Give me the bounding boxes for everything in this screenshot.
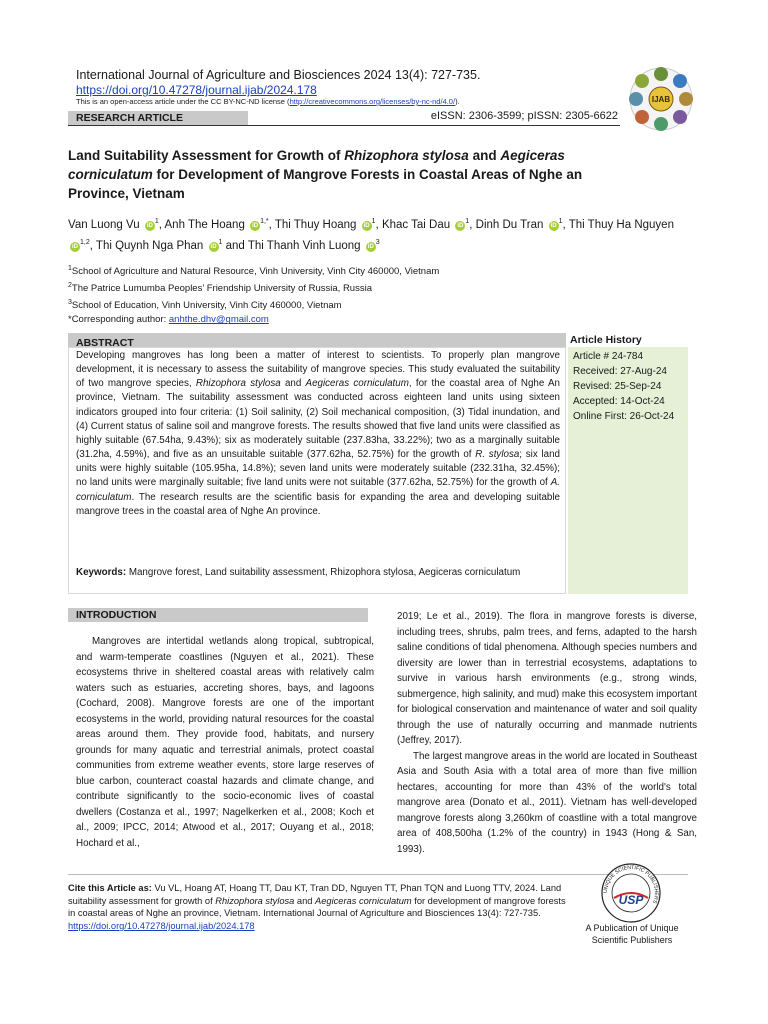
usp-mark: USP <box>618 893 644 907</box>
abstract-heading-bar <box>68 333 566 347</box>
affiliation: $^3$School of Education, Vinh University, Vinh City 460000, Vietnam <box>68 299 342 312</box>
author: Thi Quynh Nga Phan <box>95 240 204 253</box>
introduction-heading: INTRODUCTION <box>76 609 157 621</box>
article-type: RESEARCH ARTICLE <box>76 112 183 124</box>
article-title: Land Suitability Assessment for Growth of Rhizophora stylosa and Aegiceras corniculatum for Development of Mangrove Forests in Coastal Areas of Nghe an Province, Vietnam <box>68 148 583 201</box>
author: Thi Thuy Hoang <box>274 218 357 231</box>
history-item: Revised: 25-Sep-24 <box>573 381 662 392</box>
citation-doi-link[interactable]: https://doi.org/10.47278/journal.ijab/2024.178 <box>68 921 255 932</box>
publisher-credit: A Publication of Unique Scientific Publishers <box>585 923 679 945</box>
logo-tile-icon <box>673 74 687 88</box>
logo-text: IJAB <box>651 95 671 104</box>
doi-link[interactable]: https://doi.org/10.47278/journal.ijab/2024.178 <box>76 83 317 97</box>
orcid-icon[interactable]: iD <box>550 222 557 229</box>
author: Dinh Du Tran <box>475 218 544 231</box>
article-history-heading: Article History <box>570 334 642 346</box>
publisher-logo <box>600 862 662 924</box>
intro-column-right <box>397 609 697 857</box>
logo-tile-icon <box>635 74 649 88</box>
citation-block: Cite this Article as: Vu VL, Hoang AT, Hoang TT, Dau KT, Tran DD, Nguyen TT, Phan TQN and Luong TTV, 2024. Land suitability assessment for growth of Rhizophora stylosa and Aegiceras corniculatum for development of mangrove forests in coastal areas of Nghe an province, Vietnam. International Journal of Agriculture and Biosciences 13(4): 727-735. https://doi.org/10.47278/journal.ijab/2024.178 <box>68 883 566 932</box>
keywords: Keywords: Mangrove forest, Land suitability assessment, Rhizophora stylosa, Aegiceras corniculatum <box>76 567 521 578</box>
orcid-icon[interactable]: iD <box>210 244 217 251</box>
paragraph: 2019; Le et al., 2019). The flora in mangrove forests is diverse, including trees, shrubs, palm trees, and ferns, adapted to the harsh saline conditions of tidal phenomena. Although species numbers and diversity are lower than in terrestrial ecosystems, adaptations to survive in various harsh environments (e.g., strong winds, submergence, high salinity, and mud) make this ecosystem important for biological conservation and maintenance of water and soil quality through the use of naturally occurring and manmade nutrients (Jeffrey, 2017). <box>397 611 697 746</box>
history-item: Article # 24-784 <box>573 351 644 362</box>
journal-logo <box>628 66 694 132</box>
orcid-icon[interactable]: iD <box>367 244 374 251</box>
affiliation: $^2$The Patrice Lumumba Peoples’ Friendship University of Russia, Russia <box>68 282 372 295</box>
author: Khac Tai Dau <box>381 218 451 231</box>
paragraph: Mangroves are intertidal wetlands along tropical, subtropical, and warm-temperate coastlines (Nguyen et al., 2021). These ecosystems thrive in sheltered coastal areas with relatively calm waters such as estuaries, accreting shores, bays, and lagoons (Cochard, 2008). Mangrove forests are one of the important ecosystems in the world, providing natural resources for the coastal areas around them. They provide food, habitats, and nursery grounds for many aquatic and terrestrial animals, protect coastal communities from extreme weather events, store large reserves of blue carbon, counteract coastal hazards and climate change, and contribute significantly to the socio-economic lives of coastal dwellers (Costanza et al., 1997; Nagelkerken et al., 2008; Koch et al., 2009; IPCC, 2014; Atwood et al., 2017; Ouyang et al., 2018; Hochard et al., <box>76 636 374 849</box>
corresponding-email[interactable]: anhthe.dhv@gmail.com <box>168 314 269 326</box>
header-rule <box>68 125 620 126</box>
journal-citation: International Journal of Agriculture and Biosciences 2024 13(4): 727-735. <box>76 68 481 82</box>
author: Thi Thanh Vinh Luong <box>247 240 361 253</box>
orcid-icon[interactable]: iD <box>457 222 464 229</box>
affiliation: $^1$School of Agriculture and Natural Resource, Vinh University, Vinh City 460000, Vietnam <box>68 265 440 278</box>
logo-tile-icon <box>629 92 643 106</box>
history-item: Accepted: 14-Oct-24 <box>573 396 665 407</box>
abstract-heading: ABSTRACT <box>76 337 134 349</box>
logo-tile-icon <box>635 110 649 124</box>
abstract-text: Developing mangroves has long been a matter of interest to scientists. To properly plan mangrove development, it is necessary to assess the suitability of mangrove species. This study evaluated the suitability of two mangrove species, Rhizophora stylosa and Aegiceras corniculatum, for the coastal area of Nghe An province, Vietnam. The suitability assessment was conducted across eighteen land units using sixteen indicators grouped into four criteria: (1) Soil salinity, (2) Soil mechanical composition, (3) Tidal inundation, and (4) Current status of saline soil and mangrove forests. The results showed that five land units were classified as highly suitable (67.54ha, 9.43%); six as moderately suitable (237.83ha, 33.22%); two as a marginally suitable (31.2ha, 4.59%), and five as an unsuitable suitable (377.62ha, 52.75%) for the growth of R. stylosa; six land units were highly suitable (105.95ha, 14.8%); seven land units were moderately suitable (232.31ha, 32.45%); no land units were marginally suitable; five land units were not suitable (377.62ha, 52.75%) for the growth of A. corniculatum. The research results are the scientific basis for expanding the area and developing suitable mangrove trees in the coastal area of Nghe An province. <box>76 350 561 517</box>
license-link[interactable]: http://creativecommons.org/licenses/by-nc-nd/4.0/ <box>289 97 456 106</box>
author: Thi Thuy Ha Nguyen <box>568 218 674 231</box>
logo-tile-icon <box>654 117 668 131</box>
orcid-icon[interactable]: iD <box>363 222 370 229</box>
history-item: Online First: 26-Oct-24 <box>573 411 675 422</box>
logo-tile-icon <box>679 92 693 106</box>
logo-tile-icon <box>654 67 668 81</box>
intro-column-left <box>76 634 374 851</box>
affiliations <box>68 262 439 327</box>
svg-text:UNIQUE SCIENTIFIC PUBLISHERS: UNIQUE SCIENTIFIC PUBLISHERS <box>602 864 660 905</box>
history-item: Received: 27-Aug-24 <box>573 366 667 377</box>
orcid-icon[interactable]: iD <box>252 222 259 229</box>
logo-tile-icon <box>673 110 687 124</box>
article-history-list <box>573 349 674 424</box>
author-list: Van Luong Vu $iD^1$, Anh The Hoang $iD^{1,*}$, Thi Thuy Hoang $iD^1$, Khac Tai Dau $iD^1$, Dinh Du Tran $iD^1$, Thi Thuy Ha Nguyen iD$^{1,2}$, Thi Quynh Nga Phan $iD^1$ and Thi Thanh Vinh Luong $iD^3$ <box>68 218 674 253</box>
footer-rule <box>68 874 688 875</box>
license-notice: This is an open-access article under the CC BY-NC-ND license (http://creativecommons.org/licenses/by-nc-nd/4.0/). <box>76 97 460 106</box>
paragraph: The largest mangrove areas in the world are located in Southeast Asia and South Asia with a total area of more than five million hectares, accounting for more than 43% of the world's total mangrove area (Donato et al., 2011). Vietnam has well-developed mangrove forests along 3,260km of coastline with a total mangrove area of 408,500ha (1.2% of the country) in 1943 (Hong & San, 1993). <box>397 750 697 855</box>
orcid-icon[interactable]: iD <box>146 222 153 229</box>
corresponding-author: *Corresponding author: anhthe.dhv@gmail.com <box>68 314 269 326</box>
author: Anh The Hoang <box>164 218 245 231</box>
orcid-icon[interactable]: iD <box>72 244 78 251</box>
issn: eISSN: 2306-3599; pISSN: 2305-6622 <box>430 110 618 122</box>
author: Van Luong Vu <box>68 218 140 231</box>
